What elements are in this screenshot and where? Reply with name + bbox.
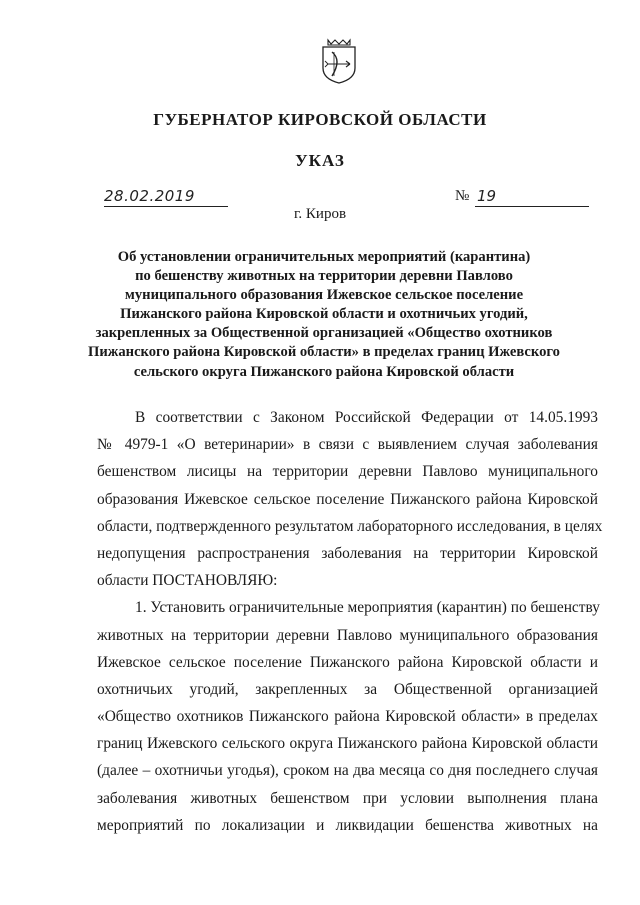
issuer-heading: ГУБЕРНАТОР КИРОВСКОЙ ОБЛАСТИ [153, 110, 487, 129]
title-line: закрепленных за Общественной организацией «Общество охотников [95, 325, 553, 342]
body-line: области, подтвержденного результатом лабораторного исследования, в целях [97, 517, 603, 535]
document-title [80, 248, 568, 382]
number-field [475, 184, 589, 207]
body-line: 1. Установить ограничительные мероприятия (карантин) по бешенству [135, 599, 600, 617]
number-label: № [455, 188, 470, 204]
date-field [104, 184, 228, 207]
body-line: (далее – охотничьи угодья), сроком на два месяца со дня последнего случая [97, 762, 598, 780]
body-line: охотничьих угодий, закрепленных за Общественной организацией [97, 680, 598, 698]
title-line: по бешенству животных на территории деревни Павлово [135, 268, 513, 285]
body-line: области ПОСТАНОВЛЯЮ: [97, 572, 278, 590]
body-line: границ Ижевского сельского округа Пижанского района Кировской области [97, 735, 598, 753]
body-line: животных на территории деревни Павлово муниципального образования [97, 626, 598, 644]
title-line: сельского округа Пижанского района Кировской области [133, 363, 515, 380]
body-line: № 4979-1 «О ветеринарии» в связи с выявлением случая заболевания [97, 436, 598, 454]
body-line: образования Ижевское сельское поселение Пижанского района Кировской [97, 490, 598, 508]
title-line: Об установлении ограничительных мероприятий (карантина) [117, 249, 531, 265]
title-line: Пижанского района Кировской области и охотничьих угодий, [120, 306, 528, 323]
document-number: 19 [477, 187, 497, 205]
document-type: УКАЗ [295, 151, 345, 170]
document-body [97, 404, 603, 839]
body-line: бешенством лисицы на территории деревни Павлово муниципального [97, 463, 598, 481]
title-line: муниципального образования Ижевское сельское поселение [124, 287, 524, 304]
body-line: В соответствии с Законом Российской Федерации от 14.05.1993 [135, 409, 598, 426]
title-line: Пижанского района Кировской области» в пределах границ Ижевского [88, 344, 560, 361]
document-date: 28.02.2019 [104, 187, 195, 205]
body-line: Ижевское сельское поселение Пижанского района Кировской области и [97, 653, 598, 671]
body-line: заболевания животных бешенством при условии выполнения плана [97, 789, 598, 807]
city-line: г. Киров [293, 206, 347, 222]
body-line: «Общество охотников Пижанского района Кировской области» в пределах [97, 708, 598, 726]
body-line: мероприятий по локализации и ликвидации бешенства животных на [97, 816, 598, 834]
body-line: недопущения распространения заболевания на территории Кировской [97, 544, 598, 562]
coat-of-arms-icon [320, 38, 358, 84]
